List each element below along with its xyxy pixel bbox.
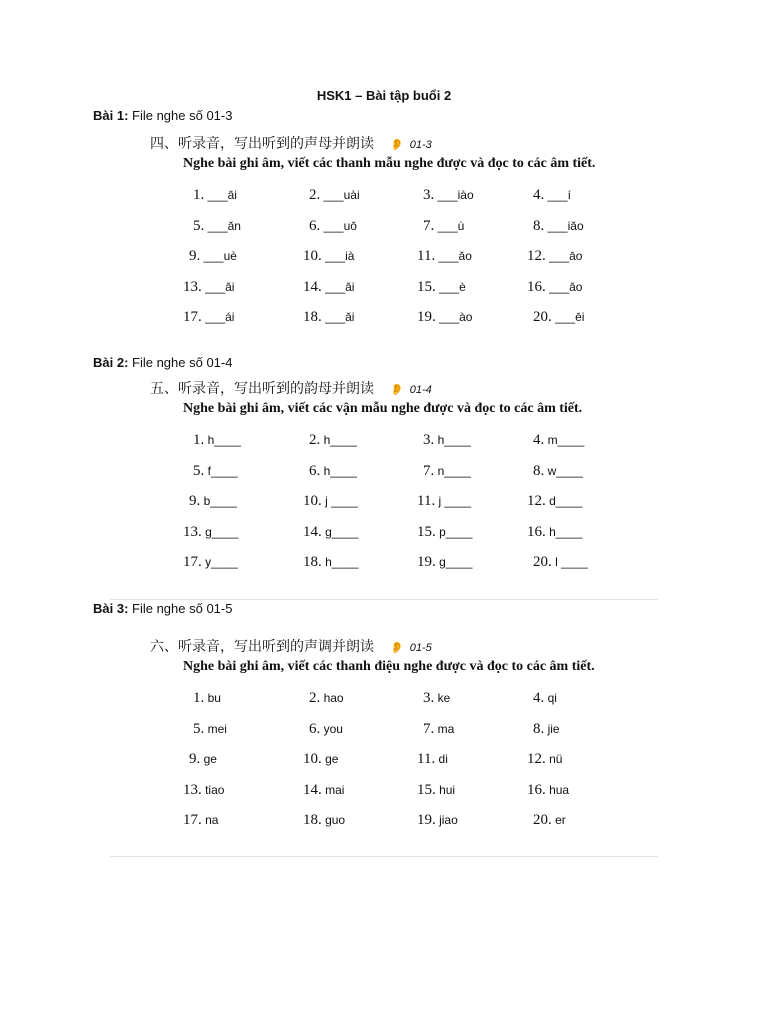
exercise-item: 12. ___āo	[527, 248, 583, 264]
exercise-item: 19. jiao	[417, 812, 458, 828]
exercise-item: 19. ___ào	[417, 309, 473, 325]
exercise-item: 3. ke	[423, 690, 451, 706]
exercise-item: 13. ___ǎi	[183, 278, 235, 295]
exercise-item: 17. y____	[183, 554, 238, 570]
exercise-item: 19. g____	[417, 554, 473, 570]
exercise-item: 11. j ____	[417, 493, 472, 509]
exercise-item: 3. ___iào	[423, 187, 474, 203]
exercise-item: 16. hua	[527, 781, 570, 798]
exercise-item: 1. h____	[193, 432, 241, 448]
exercise-item: 18. h____	[303, 554, 359, 570]
exercise-item: 16. h____	[527, 523, 583, 540]
exercise-item: 4. qi	[533, 690, 557, 706]
exercise-item: 14. mai	[303, 781, 345, 798]
exercise-item: 5. ___ǎn	[193, 217, 241, 234]
exercise-item: 17. na	[183, 812, 219, 828]
audio-icon: 👂 01-4	[390, 384, 432, 396]
exercise-item: 8. ___iǎo	[533, 217, 584, 234]
exercise-item: 6. ___uǒ	[309, 217, 357, 234]
exercise-item: 16. ___ǎo	[527, 278, 583, 295]
exercise-item: 9. ___uè	[189, 248, 237, 264]
exercise-item: 13. g____	[183, 523, 239, 540]
exercise-item: 5. mei	[193, 720, 227, 737]
exercise-item: 4. m____	[533, 432, 585, 448]
exercise-item: 1. ___āi	[193, 187, 237, 203]
exercise-item: 14. ___ǎi	[303, 278, 355, 295]
exercise-item: 20. er	[533, 812, 566, 828]
exercise-item: 12. nü	[527, 751, 563, 767]
exercise-item: 9. ge	[189, 751, 217, 767]
exercise-item: 6. you	[309, 720, 343, 737]
exercise-item: 2. ___uài	[309, 187, 360, 203]
exercise-item: 7. ma	[423, 720, 455, 737]
section-1-label: Bài 1: File nghe số 01-3	[93, 108, 233, 123]
section-3-label: Bài 3: File nghe số 01-5	[93, 601, 233, 616]
exercise-item: 3. h____	[423, 432, 471, 448]
exercise-item: 20. l ____	[533, 554, 588, 570]
page-title: HSK1 – Bài tập buổi 2	[316, 88, 452, 103]
section-1-heading: 四、听录音，写出听到的声母并朗读 👂 01-3	[150, 136, 432, 152]
exercise-item: 15. p____	[417, 523, 473, 540]
exercise-item: 20. ___ēi	[533, 309, 585, 325]
exercise-item: 18. guo	[303, 812, 346, 828]
exercise-item: 8. jie	[533, 720, 560, 737]
divider	[110, 599, 658, 600]
exercise-item: 10. ___ià	[303, 248, 355, 264]
exercise-item: 13. tiao	[183, 781, 225, 798]
exercise-item: 8. w____	[533, 462, 583, 479]
exercise-item: 12. d____	[527, 493, 583, 509]
exercise-item: 1. bu	[193, 690, 221, 706]
exercise-item: 10. ge	[303, 751, 339, 767]
audio-icon: 👂 01-5	[390, 642, 432, 654]
section-2-instruction: Nghe bài ghi âm, viết các vận mẫu nghe được và đọc to các âm tiết.	[183, 401, 583, 416]
section-2-label: Bài 2: File nghe số 01-4	[93, 355, 233, 370]
exercise-item: 15. ___è	[417, 278, 466, 295]
exercise-item: 14. g____	[303, 523, 359, 540]
section-3-instruction: Nghe bài ghi âm, viết các thanh điệu nghe được và đọc to các âm tiết.	[183, 659, 595, 674]
exercise-item: 18. ___ǎi	[303, 309, 355, 325]
exercise-item: 6. h____	[309, 462, 357, 479]
exercise-item: 2. hao	[309, 690, 344, 706]
section-3-heading: 六、听录音，写出听到的声调并朗读 👂 01-5	[150, 639, 432, 655]
exercise-item: 7. n____	[423, 462, 471, 479]
exercise-item: 17. ___ái	[183, 309, 235, 325]
audio-icon: 👂 01-3	[390, 139, 432, 151]
exercise-item: 15. hui	[417, 781, 456, 798]
exercise-item: 11. di	[417, 751, 448, 767]
exercise-item: 10. j ____	[303, 493, 358, 509]
exercise-item: 2. h____	[309, 432, 357, 448]
exercise-item: 7. ___ù	[423, 217, 465, 234]
exercise-item: 4. ___í	[533, 187, 571, 203]
section-2-heading: 五、听录音，写出听到的韵母并朗读 👂 01-4	[150, 381, 432, 397]
exercise-item: 5. f____	[193, 462, 238, 479]
section-1-instruction: Nghe bài ghi âm, viết các thanh mẫu nghe được và đọc to các âm tiết.	[183, 156, 596, 171]
exercise-item: 9. b____	[189, 493, 237, 509]
divider	[110, 856, 658, 857]
exercise-item: 11. ___ǎo	[417, 248, 472, 264]
